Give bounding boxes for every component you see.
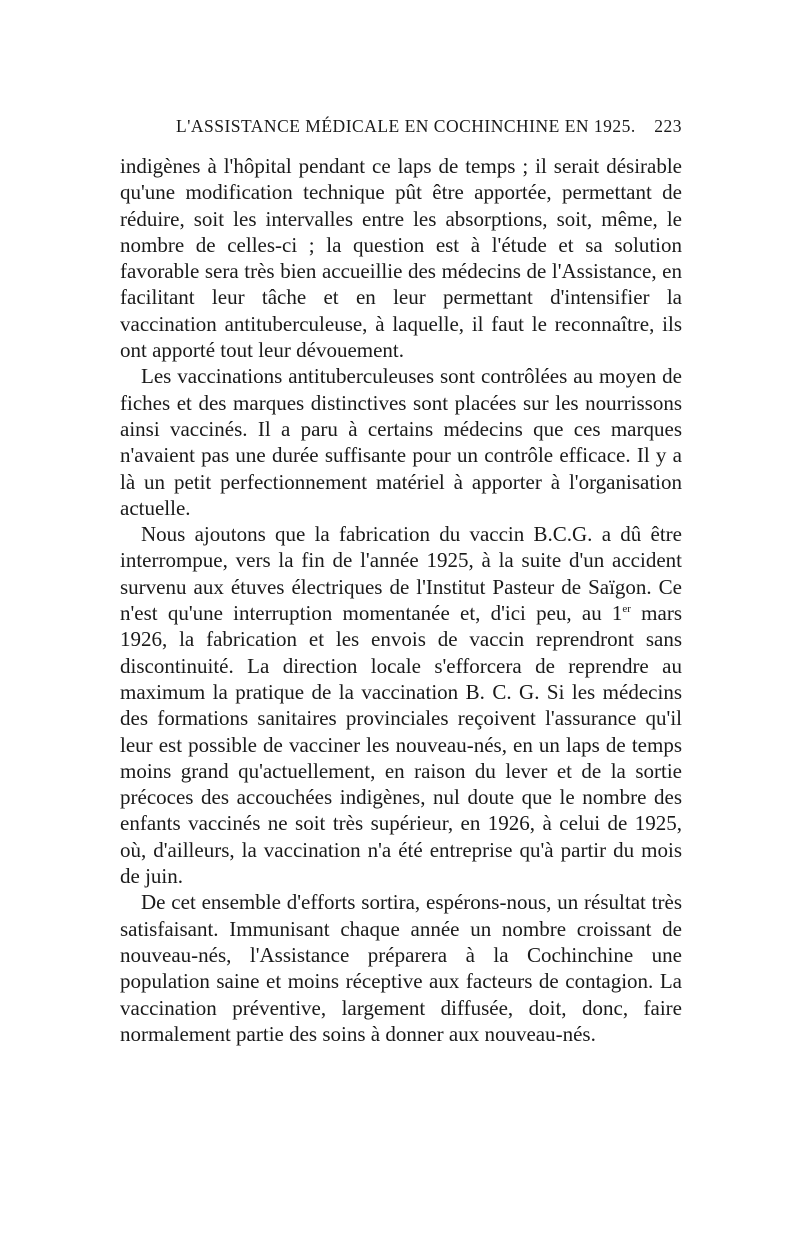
paragraph-1: indigènes à l'hôpital pendant ce laps de temps ; il serait désirable qu'une modification technique pût être apportée, permettant de réduire, soit les intervalles entre les absorptions, soit, même, le nombre de celles-ci ; la question est à l'étude et sa solution favorable sera très bien accueillie des médecins de l'Assistance, en facilitant leur tâche et en leur permettant d'intensifier la vaccination antituberculeuse, à laquelle, il faut le reconnaître, ils ont apporté tout leur dévouement. — [120, 154, 682, 363]
running-header — [120, 116, 682, 142]
page-number: 223 — [654, 116, 682, 136]
paragraph-3-part-1: Nous ajoutons que la fabrication du vaccin B.C.G. a dû être interrompue, vers la fin de l'année 1925, à la suite d'un accident survenu aux étuves électriques de l'Institut Pasteur de Saïgon. Ce n'est qu'une interruption momentanée et, d'ici peu, au 1 — [120, 522, 682, 626]
ordinal-superscript: er — [622, 603, 631, 616]
paragraph-4: De cet ensemble d'efforts sortira, espérons-nous, un résultat très satisfaisant. Immunisant chaque année un nombre croissant de nouveau-nés, l'Assistance préparera à la Cochinchine une population saine et moins réceptive aux facteurs de contagion. La vaccination préventive, largement diffusée, doit, donc, faire normalement partie des soins à donner aux nouveau-nés. — [120, 890, 682, 1046]
body-text — [120, 153, 682, 1047]
paragraph-3 — [120, 521, 682, 889]
paragraph-2: Les vaccinations antituberculeuses sont contrôlées au moyen de fiches et des marques distinctives sont placées sur les nourrissons ainsi vaccinés. Il a paru à certains médecins que ces marques n'avaient pas une durée suffisante pour un contrôle efficace. Il y a là un petit perfectionnement matériel à apporter à l'organisation actuelle. — [120, 364, 682, 520]
paragraph-3-part-2: mars 1926, la fabrication et les envois de vaccin reprendront sans discontinuité. La direction locale s'efforcera de reprendre au maximum la pratique de la vaccination B. C. G. Si les médecins des formations sanitaires provinciales reçoivent l'assurance qu'il leur est possible de vacciner les nouveau-nés, en un laps de temps moins grand qu'actuellement, en raison du lever et de la sortie précoces des accouchées indigènes, nul doute que le nombre des enfants vaccinés ne soit très supérieur, en 1926, à celui de 1925, où, d'ailleurs, la vaccination n'a été entreprise qu'à partir du mois de juin. — [120, 601, 683, 889]
running-title: L'ASSISTANCE MÉDICALE EN COCHINCHINE EN 1925. — [176, 116, 636, 136]
